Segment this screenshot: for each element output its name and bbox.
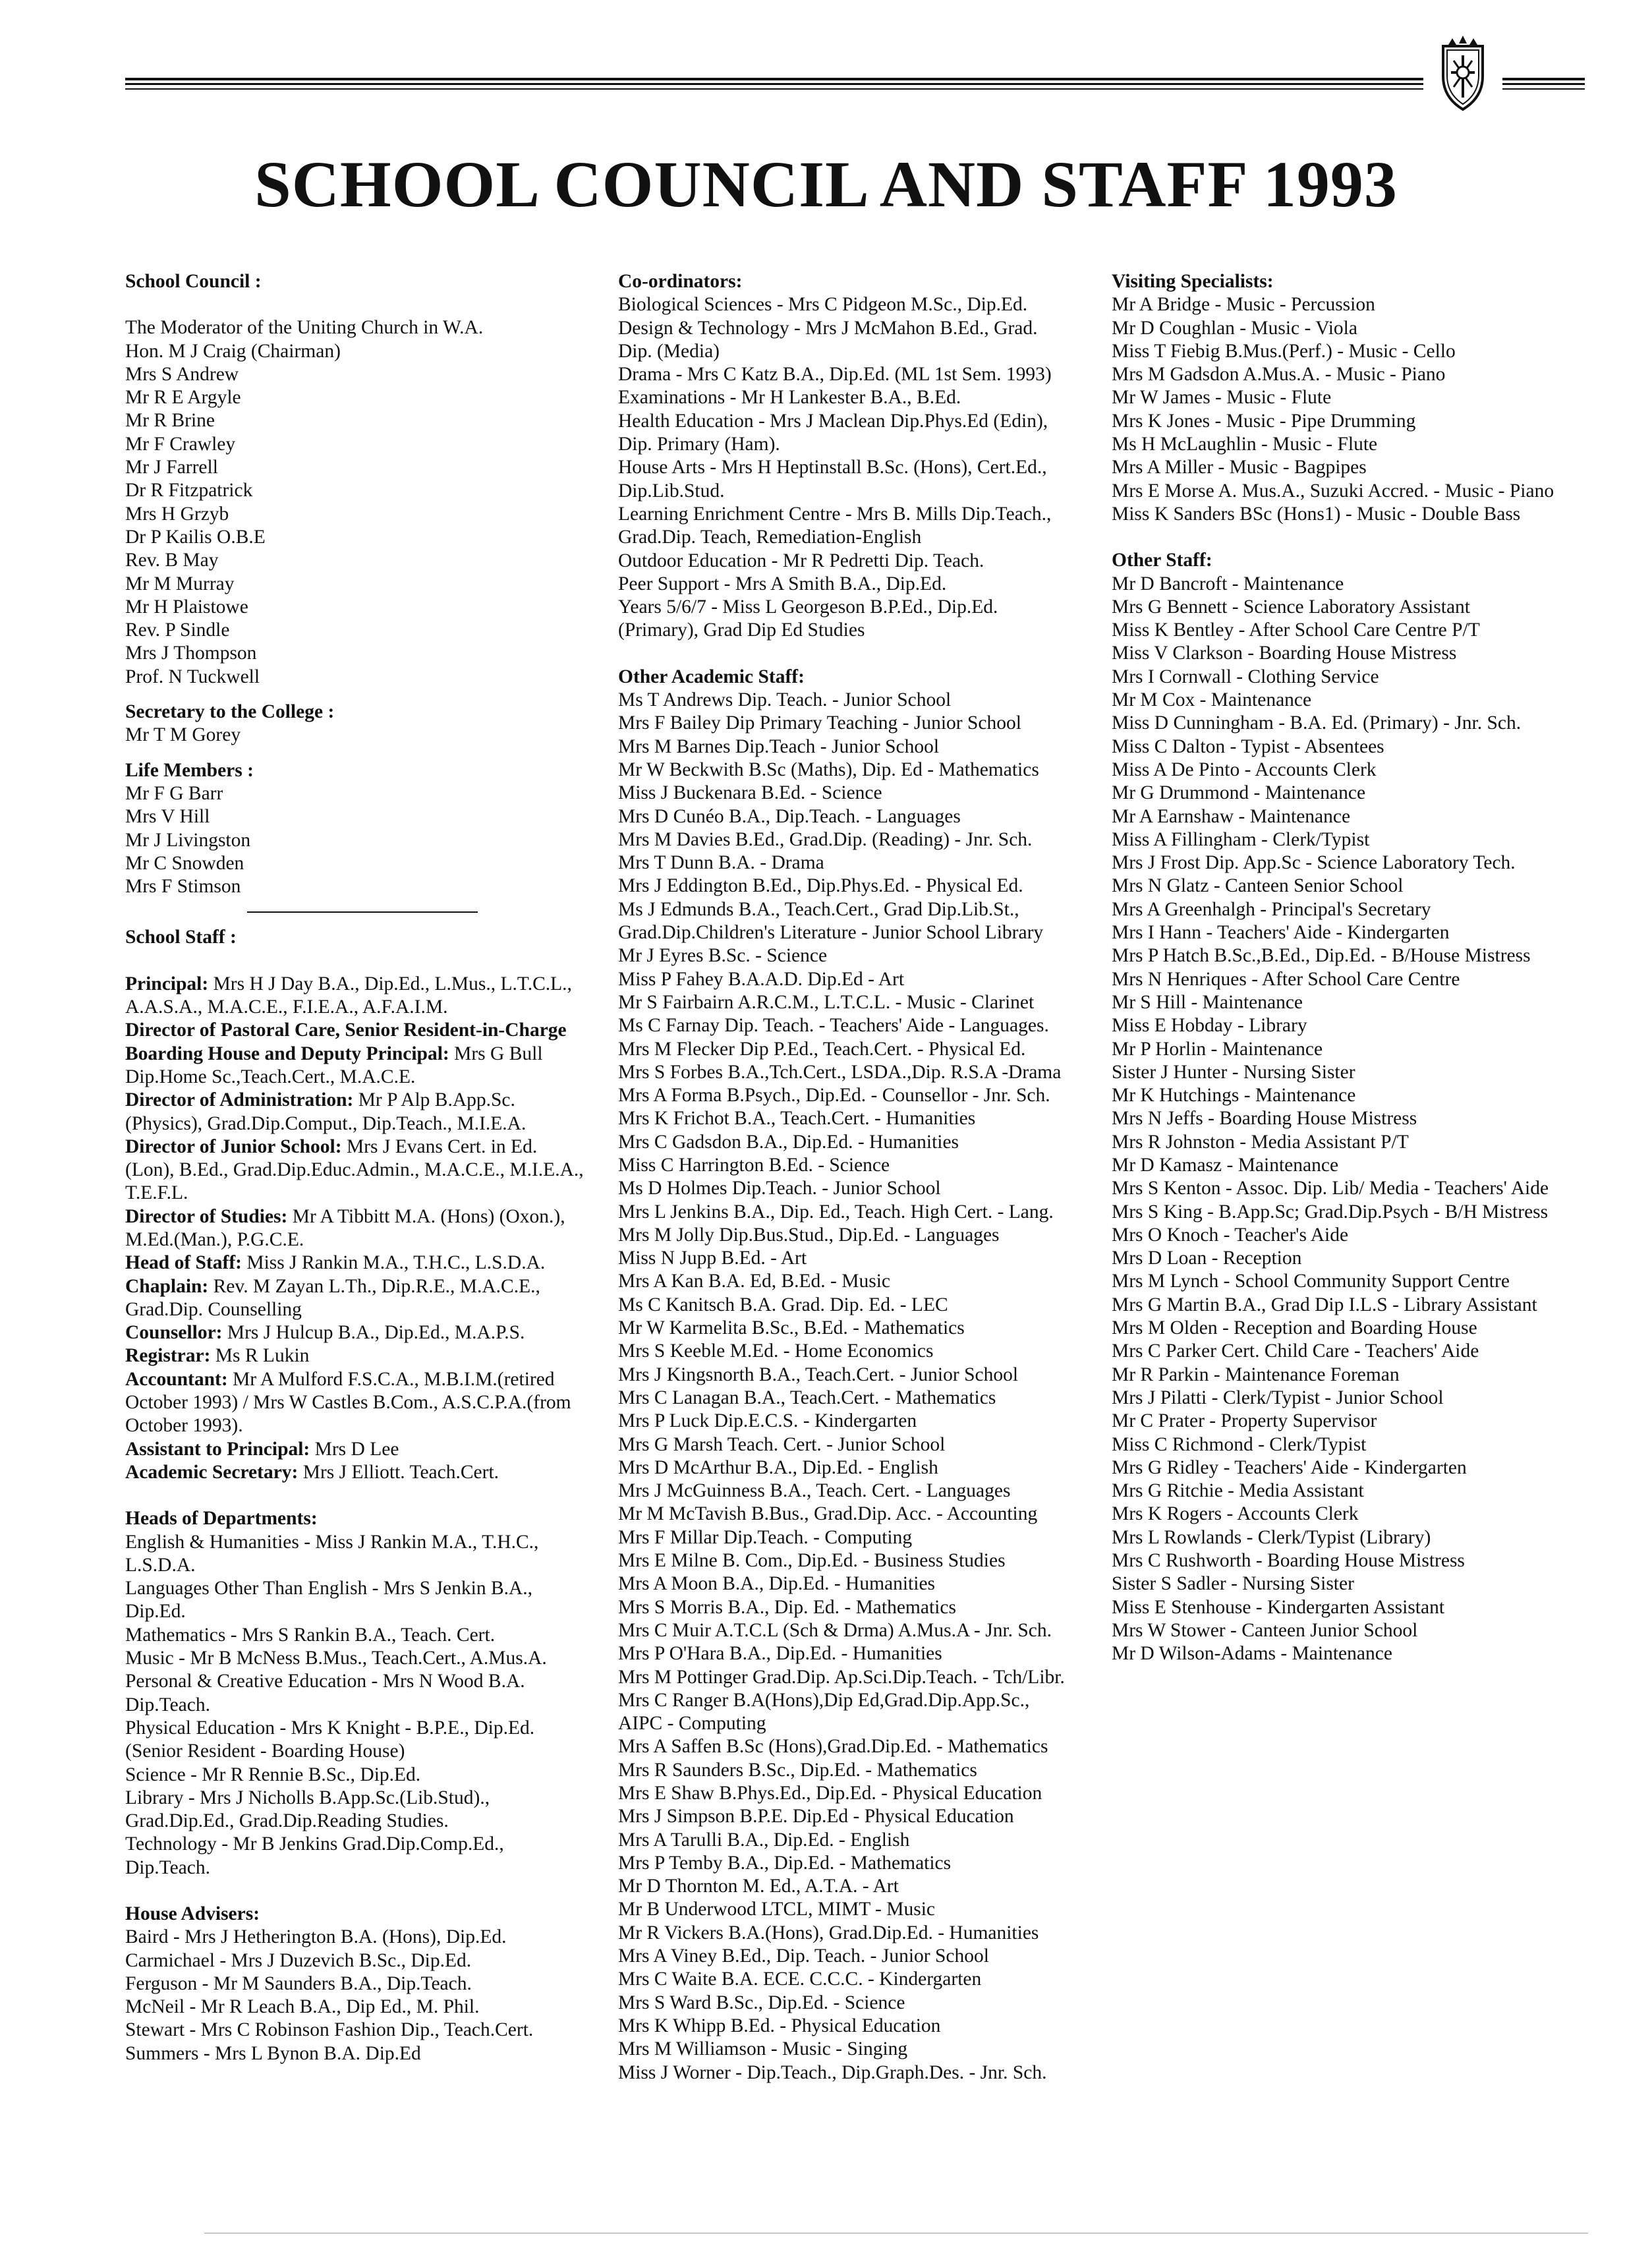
list-item: Mrs F Millar Dip.Teach. - Computing xyxy=(618,1526,913,1548)
list-item: Mrs J Frost Dip. App.Sc - Science Laboratory Tech. xyxy=(1112,852,1516,874)
other-staff-list xyxy=(1112,573,1612,1666)
list-item: Ms H McLaughlin - Music - Flute xyxy=(1112,434,1378,455)
staff-role: Principal: xyxy=(125,973,209,994)
list-item: Mr B Underwood LTCL, MIMT - Music xyxy=(618,1899,936,1920)
list-item: Rev. P Sindle xyxy=(125,619,230,641)
list-item: Examinations - Mr H Lankester B.A., B.Ed. xyxy=(618,387,961,409)
list-item: Mr D Bancroft - Maintenance xyxy=(1112,573,1344,594)
list-item: Mr M Cox - Maintenance xyxy=(1112,689,1312,711)
staff-entry xyxy=(125,1251,586,1275)
other-staff-heading: Other Staff: xyxy=(1112,550,1212,571)
list-item: Mrs A Miller - Music - Bagpipes xyxy=(1112,457,1367,478)
staff-detail: Mr A Mulford F.S.C.A., M.B.I.M.(retired October 1993) / Mrs W Castles B.Com., A.S.C.P.A.(from October 1993). xyxy=(125,1368,571,1437)
school-staff-heading: School Staff : xyxy=(125,927,237,948)
list-item: Mr W Beckwith B.Sc (Maths), Dip. Ed - Mathematics xyxy=(618,759,1039,780)
list-item: Miss K Sanders BSc (Hons1) - Music - Double Bass xyxy=(1112,503,1521,525)
list-item: Mrs M Barnes Dip.Teach - Junior School xyxy=(618,735,940,757)
staff-entry xyxy=(125,1344,586,1367)
list-item: Grad.Dip. Teach, Remediation-English xyxy=(618,527,922,548)
list-item: House Arts - Mrs H Heptinstall B.Sc. (Hons), Cert.Ed., xyxy=(618,457,1047,478)
list-item: Mr P Horlin - Maintenance xyxy=(1112,1038,1323,1060)
list-item: Mrs G Ridley - Teachers' Aide - Kindergarten xyxy=(1112,1456,1467,1478)
list-item: Mrs S Keeble M.Ed. - Home Economics xyxy=(618,1340,934,1362)
list-item: Mrs M Pottinger Grad.Dip. Ap.Sci.Dip.Teach. - Tch/Libr. xyxy=(618,1666,1065,1688)
list-item: Mrs C Parker Cert. Child Care - Teachers' Aide xyxy=(1112,1340,1479,1362)
list-item: The Moderator of the Uniting Church in W.A. xyxy=(125,317,484,339)
list-item: Mrs M Gadsdon A.Mus.A. - Music - Piano xyxy=(1112,364,1446,386)
list-item: Mr C Snowden xyxy=(125,852,244,874)
list-item: Mrs C Rushworth - Boarding House Mistress xyxy=(1112,1550,1465,1572)
staff-detail: Mrs J Hulcup B.A., Dip.Ed., M.A.P.S. xyxy=(222,1322,525,1344)
list-item: Mr R Brine xyxy=(125,410,215,432)
section-divider xyxy=(247,911,478,913)
list-item: Mrs T Dunn B.A. - Drama xyxy=(618,852,824,874)
list-item: Ms T Andrews Dip. Teach. - Junior School xyxy=(618,689,952,711)
list-item: Mr M McTavish B.Bus., Grad.Dip. Acc. - Accounting xyxy=(618,1503,1038,1525)
list-item: Miss A De Pinto - Accounts Clerk xyxy=(1112,759,1377,780)
list-item: Mrs L Rowlands - Clerk/Typist (Library) xyxy=(1112,1526,1431,1548)
list-item: Mr W James - Music - Flute xyxy=(1112,387,1332,409)
staff-entry xyxy=(125,1019,586,1089)
visiting-specialists-heading: Visiting Specialists: xyxy=(1112,271,1274,292)
list-item: Miss V Clarkson - Boarding House Mistress xyxy=(1112,643,1457,664)
list-item: Mrs J Pilatti - Clerk/Typist - Junior School xyxy=(1112,1387,1444,1408)
list-item: Mrs R Saunders B.Sc., Dip.Ed. - Mathematics xyxy=(618,1759,977,1781)
list-item: Mr D Coughlan - Music - Viola xyxy=(1112,317,1357,339)
list-item: Miss E Hobday - Library xyxy=(1112,1015,1307,1037)
list-item: Mrs K Whipp B.Ed. - Physical Education xyxy=(618,2015,941,2036)
list-item: Mrs A Moon B.A., Dip.Ed. - Humanities xyxy=(618,1573,936,1595)
list-item: Mr J Eyres B.Sc. - Science xyxy=(618,945,828,967)
list-item: Mrs A Tarulli B.A., Dip.Ed. - English xyxy=(618,1829,910,1851)
staff-role: Assistant to Principal: xyxy=(125,1438,310,1460)
list-item: Science - Mr R Rennie B.Sc., Dip.Ed. xyxy=(125,1764,421,1785)
list-item: (Primary), Grad Dip Ed Studies xyxy=(618,619,865,641)
staff-detail: Mrs H J Day B.A., Dip.Ed., L.Mus., L.T.C.L., A.A.S.A., M.A.C.E., F.I.E.A., A.F.A.I.M. xyxy=(125,973,572,1018)
list-item: Mrs P Luck Dip.E.C.S. - Kindergarten xyxy=(618,1410,917,1432)
list-item: Mr F G Barr xyxy=(125,782,223,804)
list-item: Mrs C Muir A.T.C.L (Sch & Drma) A.Mus.A - Jnr. Sch. xyxy=(618,1619,1052,1641)
list-item: Mr F Crawley xyxy=(125,433,236,455)
list-item: Years 5/6/7 - Miss L Georgeson B.P.Ed., Dip.Ed. xyxy=(618,596,998,618)
list-item: Mrs G Marsh Teach. Cert. - Junior School xyxy=(618,1433,946,1455)
other-academic-staff-heading: Other Academic Staff: xyxy=(618,666,805,687)
coordinators-list xyxy=(618,293,1079,642)
staff-role: Director of Pastoral Care, Senior Resident-in-Charge Boarding House and Deputy Principal: xyxy=(125,1020,567,1064)
list-item: Mrs J McGuinness B.A., Teach. Cert. - Languages xyxy=(618,1480,1011,1502)
list-item: Mrs D Loan - Reception xyxy=(1112,1248,1302,1269)
list-item: Mrs A Greenhalgh - Principal's Secretary xyxy=(1112,898,1431,920)
list-item: Learning Enrichment Centre - Mrs B. Mills Dip.Teach., xyxy=(618,503,1052,525)
list-item: Stewart - Mrs C Robinson Fashion Dip., Teach.Cert. xyxy=(125,2019,534,2041)
coordinators-heading: Co-ordinators: xyxy=(618,271,743,292)
staff-role: Director of Administration: xyxy=(125,1089,354,1111)
list-item: Mrs C Ranger B.A(Hons),Dip Ed,Grad.Dip.App.Sc., xyxy=(618,1689,1030,1711)
life-members-heading: Life Members : xyxy=(125,759,254,781)
list-item: Mrs K Frichot B.A., Teach.Cert. - Humanities xyxy=(618,1108,976,1130)
list-item: Health Education - Mrs J Maclean Dip.Phys.Ed (Edin), xyxy=(618,410,1048,432)
list-item: Mrs S Morris B.A., Dip. Ed. - Mathematics xyxy=(618,1596,956,1618)
list-item: Mr G Drummond - Maintenance xyxy=(1112,782,1366,804)
school-crest-icon xyxy=(1430,32,1496,114)
staff-detail: Ms R Lukin xyxy=(210,1345,310,1367)
house-advisers-heading: House Advisers: xyxy=(125,1903,260,1924)
list-item: Rev. B May xyxy=(125,550,219,571)
column-right xyxy=(1112,270,1612,1666)
list-item: Biological Sciences - Mrs C Pidgeon M.Sc., Dip.Ed. xyxy=(618,294,1028,316)
list-item: Mr S Fairbairn A.R.C.M., L.T.C.L. - Music - Clarinet xyxy=(618,991,1035,1013)
list-item: Mrs A Viney B.Ed., Dip. Teach. - Junior School xyxy=(618,1945,989,1967)
list-item: Mrs O Knoch - Teacher's Aide xyxy=(1112,1224,1349,1246)
list-item: Mrs V Hill xyxy=(125,806,210,828)
list-item: Mr D Wilson-Adams - Maintenance xyxy=(1112,1643,1392,1665)
list-item: Ms D Holmes Dip.Teach. - Junior School xyxy=(618,1178,941,1199)
list-item: Mr J Livingston xyxy=(125,829,251,851)
list-item: Drama - Mrs C Katz B.A., Dip.Ed. (ML 1st Sem. 1993) xyxy=(618,364,1052,386)
list-item: Mr M Murray xyxy=(125,573,235,594)
secretary-heading: Secretary to the College : xyxy=(125,701,335,723)
list-item: Mr A Earnshaw - Maintenance xyxy=(1112,805,1351,827)
staff-entry xyxy=(125,1136,586,1205)
list-item: Mrs J Eddington B.Ed., Dip.Phys.Ed. - Physical Ed. xyxy=(618,875,1023,897)
staff-role: Director of Junior School: xyxy=(125,1136,342,1157)
list-item: Mrs F Stimson xyxy=(125,876,241,898)
heads-of-departments-heading: Heads of Departments: xyxy=(125,1508,318,1530)
school-staff-list xyxy=(125,973,586,1485)
list-item: Mr D Thornton M. Ed., A.T.A. - Art xyxy=(618,1876,899,1897)
list-item: Mrs D McArthur B.A., Dip.Ed. - English xyxy=(618,1456,938,1478)
list-item: Sister S Sadler - Nursing Sister xyxy=(1112,1573,1354,1595)
list-item: Mrs A Saffen B.Sc (Hons),Grad.Dip.Ed. - Mathematics xyxy=(618,1736,1048,1758)
list-item: Prof. N Tuckwell xyxy=(125,666,260,687)
list-item: Mrs A Forma B.Psych., Dip.Ed. - Counsellor - Jnr. Sch. xyxy=(618,1085,1050,1107)
column-middle xyxy=(618,270,1079,2085)
staff-detail: Mr P Alp B.App.Sc. (Physics), Grad.Dip.Comput., Dip.Teach., M.I.E.A. xyxy=(125,1089,527,1134)
staff-role: Chaplain: xyxy=(125,1275,209,1297)
list-item: Mrs G Ritchie - Media Assistant xyxy=(1112,1480,1364,1502)
list-item: Miss J Worner - Dip.Teach., Dip.Graph.Des. - Jnr. Sch. xyxy=(618,2061,1047,2083)
list-item: Mrs N Henriques - After School Care Centre xyxy=(1112,968,1460,990)
list-item: Hon. M J Craig (Chairman) xyxy=(125,340,341,362)
list-item: Mrs M Davies B.Ed., Grad.Dip. (Reading) - Jnr. Sch. xyxy=(618,828,1033,850)
list-item: Mrs M Jolly Dip.Bus.Stud., Dip.Ed. - Languages xyxy=(618,1224,1000,1246)
list-item: Peer Support - Mrs A Smith B.A., Dip.Ed. xyxy=(618,573,947,594)
list-item: Mrs N Glatz - Canteen Senior School xyxy=(1112,875,1404,897)
list-item: Mr R E Argyle xyxy=(125,387,241,409)
list-item: Mrs G Bennett - Science Laboratory Assistant xyxy=(1112,596,1470,618)
list-item: Mathematics - Mrs S Rankin B.A., Teach. Cert. xyxy=(125,1624,496,1646)
list-item: Summers - Mrs L Bynon B.A. Dip.Ed xyxy=(125,2042,421,2064)
list-item: Ms J Edmunds B.A., Teach.Cert., Grad Dip.Lib.St., xyxy=(618,898,1019,920)
staff-role: Head of Staff: xyxy=(125,1252,242,1274)
staff-entry xyxy=(125,1368,586,1438)
staff-detail: Mr A Tibbitt M.A. (Hons) (Oxon.), M.Ed.(Man.), P.G.C.E. xyxy=(125,1205,565,1250)
secretary-name: Mr T M Gorey xyxy=(125,724,241,746)
list-item: Mrs P O'Hara B.A., Dip.Ed. - Humanities xyxy=(618,1643,942,1665)
list-item: Library - Mrs J Nicholls B.App.Sc.(Lib.Stud)., Grad.Dip.Ed., Grad.Dip.Reading Studies. xyxy=(125,1787,490,1832)
list-item: Personal & Creative Education - Mrs N Wood B.A. Dip.Teach. xyxy=(125,1671,525,1715)
list-item: Mrs M Williamson - Music - Singing xyxy=(618,2038,908,2060)
list-item: Mr R Vickers B.A.(Hons), Grad.Dip.Ed. - Humanities xyxy=(618,1922,1039,1943)
staff-detail: Miss J Rankin M.A., T.H.C., L.S.D.A. xyxy=(241,1252,546,1274)
list-item: Mr S Hill - Maintenance xyxy=(1112,991,1303,1013)
list-item: Technology - Mr B Jenkins Grad.Dip.Comp.Ed., Dip.Teach. xyxy=(125,1833,504,1878)
list-item: Mrs M Olden - Reception and Boarding House xyxy=(1112,1317,1477,1339)
list-item: Mrs G Martin B.A., Grad Dip I.L.S - Library Assistant xyxy=(1112,1294,1537,1315)
list-item: Ms C Farnay Dip. Teach. - Teachers' Aide - Languages. xyxy=(618,1015,1049,1037)
list-item: Baird - Mrs J Hetherington B.A. (Hons), Dip.Ed. xyxy=(125,1926,507,1948)
list-item: Mrs E Shaw B.Phys.Ed., Dip.Ed. - Physical Education xyxy=(618,1783,1042,1804)
list-item: Sister J Hunter - Nursing Sister xyxy=(1112,1061,1355,1083)
list-item: Mrs M Flecker Dip P.Ed., Teach.Cert. - Physical Ed. xyxy=(618,1038,1026,1060)
staff-entry xyxy=(125,1461,586,1484)
list-item: Outdoor Education - Mr R Pedretti Dip. Teach. xyxy=(618,550,984,571)
list-item: Mrs L Jenkins B.A., Dip. Ed., Teach. High Cert. - Lang. xyxy=(618,1201,1054,1223)
staff-entry xyxy=(125,1438,586,1461)
staff-role: Counsellor: xyxy=(125,1322,223,1344)
list-item: Mr H Plaistowe xyxy=(125,596,248,618)
staff-entry xyxy=(125,1089,586,1136)
list-item: Dip.Lib.Stud. xyxy=(618,480,725,502)
list-item: Mrs S Ward B.Sc., Dip.Ed. - Science xyxy=(618,1992,905,2013)
list-item: Mrs P Temby B.A., Dip.Ed. - Mathematics xyxy=(618,1852,952,1874)
list-item: Mrs I Cornwall - Clothing Service xyxy=(1112,666,1379,687)
list-item: Mrs S Andrew xyxy=(125,363,239,385)
list-item: Miss C Dalton - Typist - Absentees xyxy=(1112,735,1384,757)
list-item: Languages Other Than English - Mrs S Jenkin B.A., Dip.Ed. xyxy=(125,1578,533,1623)
staff-entry xyxy=(125,973,586,1020)
staff-role: Academic Secretary: xyxy=(125,1461,299,1483)
list-item: Mr D Kamasz - Maintenance xyxy=(1112,1154,1339,1176)
staff-role: Director of Studies: xyxy=(125,1205,288,1227)
list-item: Mr J Farrell xyxy=(125,457,218,478)
list-item: Mrs K Jones - Music - Pipe Drumming xyxy=(1112,410,1416,432)
list-item: Music - Mr B McNess B.Mus., Teach.Cert., A.Mus.A. xyxy=(125,1648,547,1669)
list-item: Mrs S Kenton - Assoc. Dip. Lib/ Media - Teachers' Aide xyxy=(1112,1178,1549,1199)
staff-detail: Mrs J Elliott. Teach.Cert. xyxy=(298,1461,499,1483)
list-item: McNeil - Mr R Leach B.A., Dip Ed., M. Phil. xyxy=(125,1996,480,2018)
list-item: Mrs C Waite B.A. ECE. C.C.C. - Kindergarten xyxy=(618,1969,982,1990)
staff-detail: Mrs G Bull Dip.Home Sc.,Teach.Cert., M.A.C.E. xyxy=(125,1043,543,1087)
list-item: Miss N Jupp B.Ed. - Art xyxy=(618,1248,807,1269)
header-rule xyxy=(125,69,1585,98)
staff-role: Registrar: xyxy=(125,1345,211,1367)
list-item: Carmichael - Mrs J Duzevich B.Sc., Dip.Ed. xyxy=(125,1949,472,1971)
page-title: SCHOOL COUNCIL AND STAFF 1993 xyxy=(254,148,1398,221)
staff-detail: Mrs D Lee xyxy=(310,1438,399,1460)
staff-detail: Rev. M Zayan L.Th., Dip.R.E., M.A.C.E., Grad.Dip. Counselling xyxy=(125,1275,540,1320)
list-item: Mrs E Milne B. Com., Dip.Ed. - Business Studies xyxy=(618,1550,1006,1572)
list-item: Mrs C Lanagan B.A., Teach.Cert. - Mathematics xyxy=(618,1387,996,1408)
list-item: Miss E Stenhouse - Kindergarten Assistant xyxy=(1112,1596,1445,1618)
list-item: Mrs R Johnston - Media Assistant P/T xyxy=(1112,1131,1409,1153)
list-item: Mrs H Grzyb xyxy=(125,503,229,525)
list-item: Mrs W Stower - Canteen Junior School xyxy=(1112,1619,1418,1641)
list-item: Mrs I Hann - Teachers' Aide - Kindergarten xyxy=(1112,922,1450,944)
heads-of-departments-list xyxy=(125,1531,586,1880)
list-item: Mrs K Rogers - Accounts Clerk xyxy=(1112,1503,1359,1525)
list-item: Mrs M Lynch - School Community Support Centre xyxy=(1112,1271,1510,1292)
column-left xyxy=(125,270,586,2065)
list-item: Mrs E Morse A. Mus.A., Suzuki Accred. - Music - Piano xyxy=(1112,480,1554,502)
staff-detail: Mrs J Evans Cert. in Ed. (Lon), B.Ed., Grad.Dip.Educ.Admin., M.A.C.E., M.I.E.A., T.E.F.L. xyxy=(125,1136,584,1204)
staff-entry xyxy=(125,1321,586,1344)
list-item: English & Humanities - Miss J Rankin M.A., T.H.C., L.S.D.A. xyxy=(125,1531,539,1576)
list-item: Mr R Parkin - Maintenance Foreman xyxy=(1112,1364,1400,1385)
list-item: Mrs P Hatch B.Sc.,B.Ed., Dip.Ed. - B/House Mistress xyxy=(1112,945,1531,967)
list-item: Dr P Kailis O.B.E xyxy=(125,526,266,548)
list-item: Miss J Buckenara B.Ed. - Science xyxy=(618,782,882,804)
list-item: Dr R Fitzpatrick xyxy=(125,480,253,502)
list-item: Dip. Primary (Ham). xyxy=(618,434,780,455)
list-item: Design & Technology - Mrs J McMahon B.Ed., Grad. xyxy=(618,317,1038,339)
list-item: Miss D Cunningham - B.A. Ed. (Primary) - Jnr. Sch. xyxy=(1112,712,1522,734)
visiting-specialists-list xyxy=(1112,293,1612,526)
staff-role: Accountant: xyxy=(125,1368,228,1390)
list-item: Mrs D Cunéo B.A., Dip.Teach. - Languages xyxy=(618,805,961,827)
list-item: Mrs J Kingsnorth B.A., Teach.Cert. - Junior School xyxy=(618,1364,1019,1385)
list-item: Mrs S Forbes B.A.,Tch.Cert., LSDA.,Dip. R.S.A -Drama xyxy=(618,1061,1062,1083)
list-item: Miss C Richmond - Clerk/Typist xyxy=(1112,1433,1367,1455)
staff-entry xyxy=(125,1205,586,1252)
school-council-heading: School Council : xyxy=(125,271,262,292)
list-item: Mrs S King - B.App.Sc; Grad.Dip.Psych - B/H Mistress xyxy=(1112,1201,1549,1223)
list-item: Miss C Harrington B.Ed. - Science xyxy=(618,1154,890,1176)
list-item: Dip. (Media) xyxy=(618,340,720,362)
other-academic-staff-list xyxy=(618,689,1079,2085)
list-item: Mrs J Thompson xyxy=(125,643,257,664)
list-item: Physical Education - Mrs K Knight - B.P.E., Dip.Ed. (Senior Resident - Boarding House) xyxy=(125,1717,535,1762)
list-item: Mrs J Simpson B.P.E. Dip.Ed - Physical Education xyxy=(618,1806,1014,1827)
list-item: Mr W Karmelita B.Sc., B.Ed. - Mathematics xyxy=(618,1317,965,1339)
school-council-list xyxy=(125,316,586,689)
list-item: Miss P Fahey B.A.A.D. Dip.Ed - Art xyxy=(618,968,905,990)
list-item: Grad.Dip.Children's Literature - Junior School Library xyxy=(618,922,1044,944)
list-item: AIPC - Computing xyxy=(618,1713,766,1735)
list-item: Miss K Bentley - After School Care Centre P/T xyxy=(1112,619,1480,641)
list-item: Mrs F Bailey Dip Primary Teaching - Junior School xyxy=(618,712,1021,734)
list-item: Mrs C Gadsdon B.A., Dip.Ed. - Humanities xyxy=(618,1131,959,1153)
life-members-list xyxy=(125,782,586,898)
list-item: Ms C Kanitsch B.A. Grad. Dip. Ed. - LEC xyxy=(618,1294,948,1315)
list-item: Mr A Bridge - Music - Percussion xyxy=(1112,294,1375,316)
list-item: Miss T Fiebig B.Mus.(Perf.) - Music - Cello xyxy=(1112,340,1456,362)
list-item: Mr C Prater - Property Supervisor xyxy=(1112,1410,1377,1432)
list-item: Mrs N Jeffs - Boarding House Mistress xyxy=(1112,1108,1417,1130)
list-item: Mr K Hutchings - Maintenance xyxy=(1112,1085,1356,1107)
list-item: Ferguson - Mr M Saunders B.A., Dip.Teach. xyxy=(125,1972,472,1994)
staff-entry xyxy=(125,1275,586,1322)
list-item: Mrs A Kan B.A. Ed, B.Ed. - Music xyxy=(618,1271,890,1292)
house-advisers-list xyxy=(125,1926,586,2065)
list-item: Miss A Fillingham - Clerk/Typist xyxy=(1112,828,1370,850)
